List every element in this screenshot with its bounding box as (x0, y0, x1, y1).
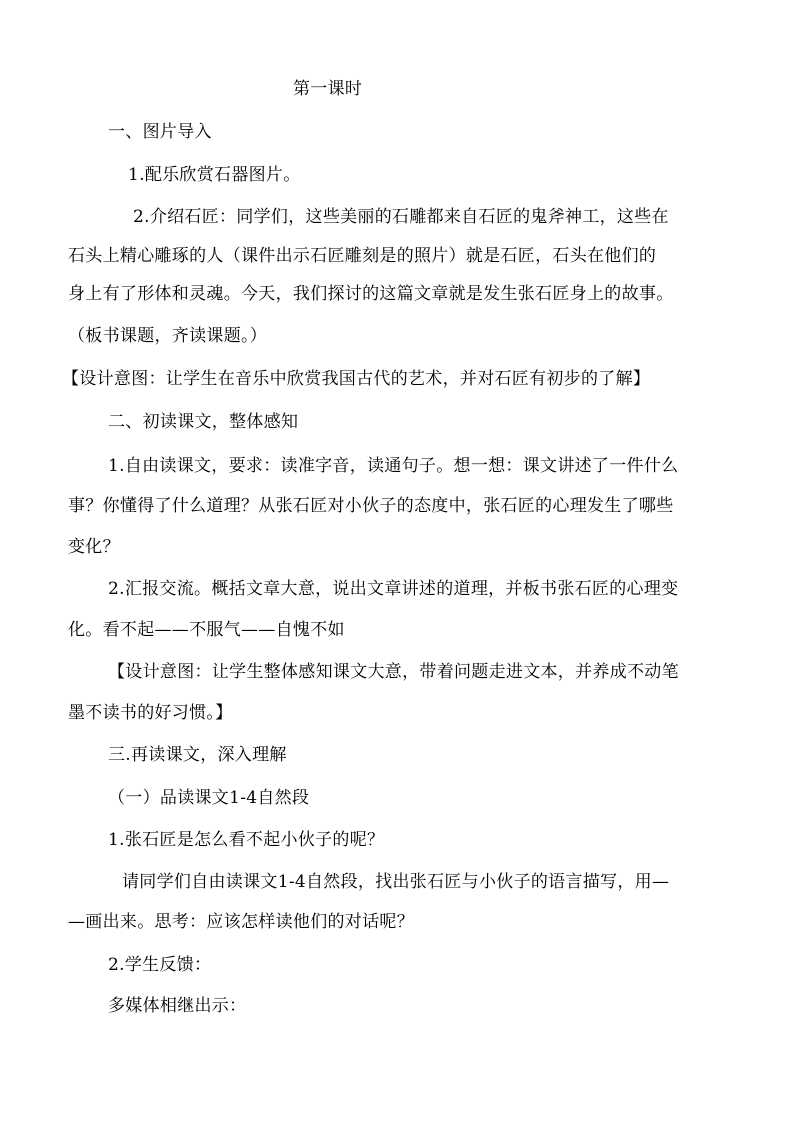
paragraph-line: —画出来。思考：应该怎样读他们的对话呢？ (68, 912, 414, 932)
paragraph-line: 身上有了形体和灵魂。今天，我们探讨的这篇文章就是发生张石匠身上的故事。 (68, 284, 674, 304)
design-intent-note: 墨不读书的好习惯。】 (68, 703, 233, 723)
lesson-title: 第一课时 (293, 79, 363, 99)
paragraph-line: （板书课题，齐读课题。） (68, 326, 268, 346)
paragraph-line: 事？你懂得了什么道理？从张石匠对小伙子的态度中，张石匠的心理发生了哪些 (68, 496, 674, 516)
paragraph-line: 请同学们自由读课文1-4自然段，找出张石匠与小伙子的语言描写，用— (122, 872, 670, 892)
paragraph-line: 多媒体相继出示： (108, 996, 247, 1016)
design-intent-note: 【设计意图：让学生整体感知课文大意，带着问题走进文本，并养成不动笔 (108, 662, 679, 682)
paragraph-line: 石头上精心雕琢的人（课件出示石匠雕刻是的照片）就是石匠，石头在他们的 (68, 246, 657, 266)
paragraph-line: 1.张石匠是怎么看不起小伙子的呢？ (108, 830, 385, 850)
subsection-heading: （一）品读课文1-4自然段 (108, 788, 310, 808)
section-heading: 一、图片导入 (108, 122, 212, 142)
design-intent-note: 【设计意图：让学生在音乐中欣赏我国古代的艺术，并对石匠有初步的了解】 (62, 369, 651, 389)
paragraph-line: 1.配乐欣赏石器图片。 (128, 165, 301, 185)
paragraph-line: 化。看不起——不服气——自愧不如 (68, 620, 345, 640)
section-heading: 二、初读课文，整体感知 (108, 412, 299, 432)
paragraph-line: 2.介绍石匠：同学们，这些美丽的石雕都来自石匠的鬼斧神工，这些在 (133, 207, 669, 227)
paragraph-line: 2.学生反馈： (108, 955, 212, 975)
paragraph-line: 1.自由读课文，要求：读准字音，读通句子。想一想：课文讲述了一件什么 (108, 456, 679, 476)
paragraph-line: 变化？ (68, 537, 120, 557)
paragraph-line: 2.汇报交流。概括文章大意，说出文章讲述的道理，并板书张石匠的心理变 (108, 579, 679, 599)
section-heading: 三.再读课文，深入理解 (108, 745, 287, 765)
